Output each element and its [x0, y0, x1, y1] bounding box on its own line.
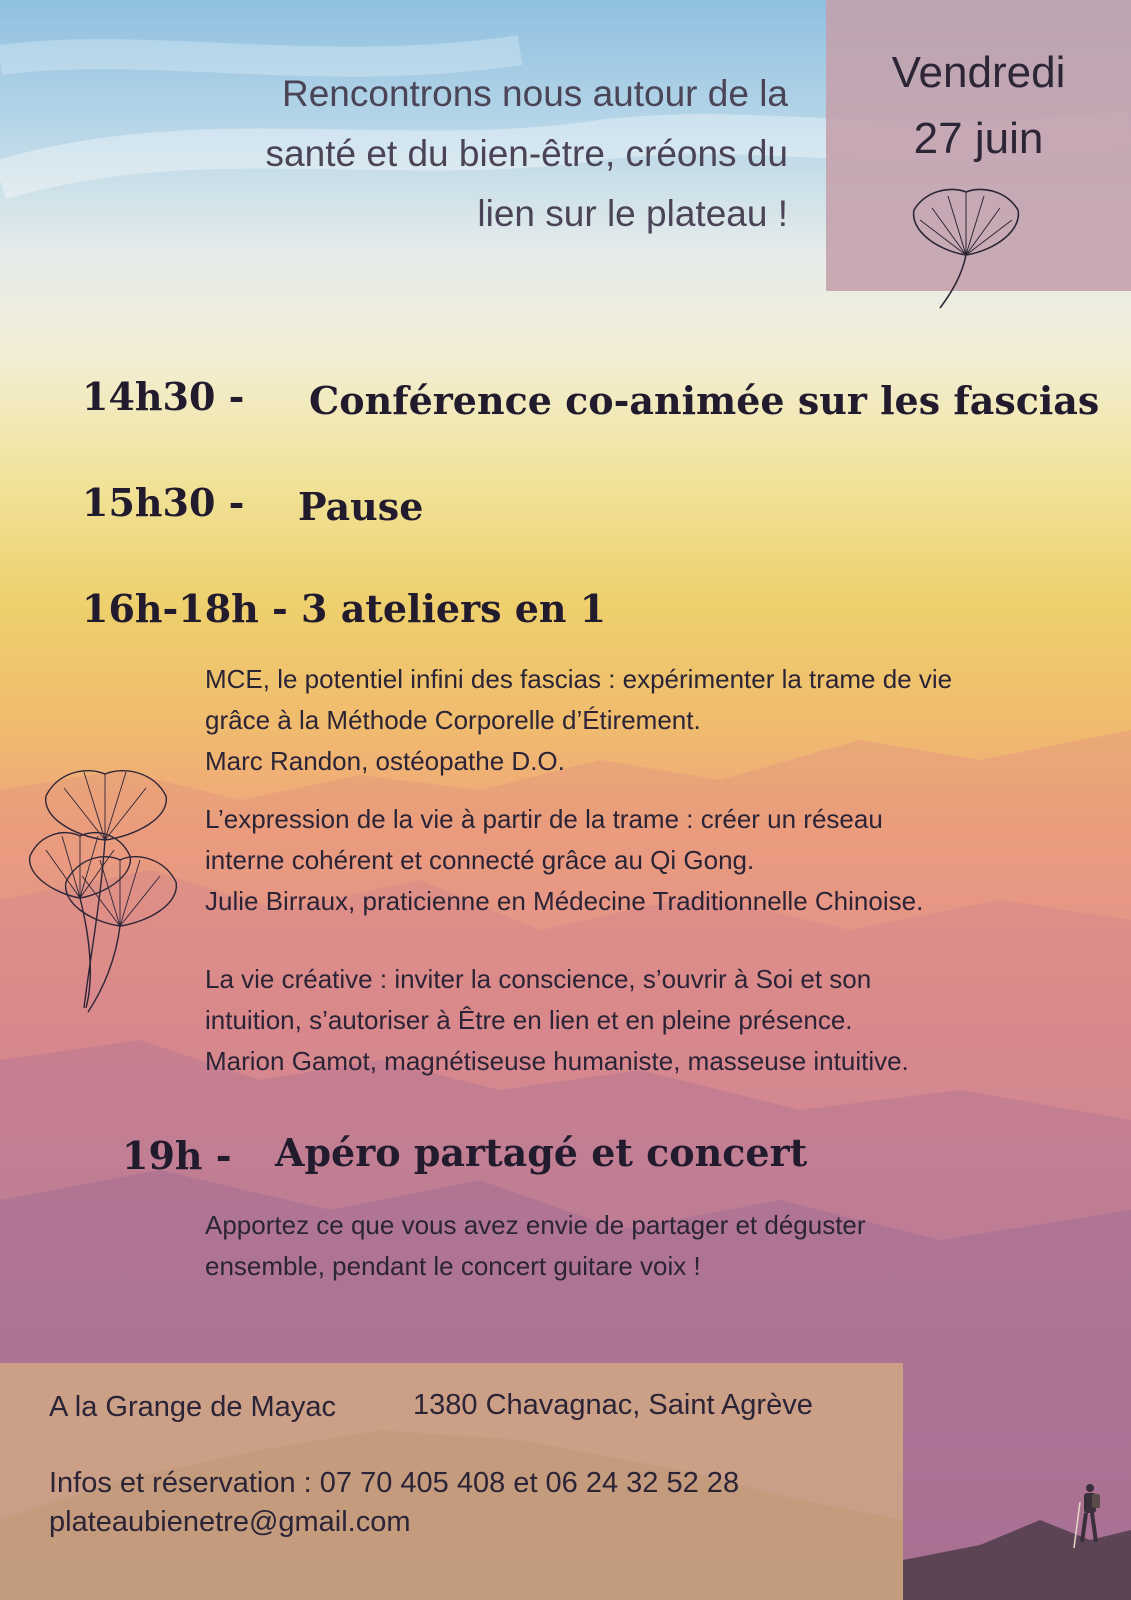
- workshop-line: interne cohérent et connecté grâce au Qi Gong.: [205, 845, 755, 875]
- date-day: Vendredi: [891, 48, 1066, 97]
- schedule-time-ateliers: 16h-18h - 3 ateliers en 1: [82, 586, 607, 631]
- workshop-qigong: [205, 799, 923, 922]
- workshop-line: MCE, le potentiel infini des fascias : expérimenter la trame de vie: [205, 664, 953, 694]
- hiker-silhouette-icon: [1070, 1482, 1106, 1552]
- apero-description: [205, 1205, 866, 1287]
- ginkgo-leaves-icon: [20, 758, 190, 1018]
- venue-name: A la Grange de Mayac: [49, 1391, 336, 1423]
- schedule-time-1430: 14h30 -: [82, 374, 245, 419]
- ginkgo-leaf-icon: [906, 180, 1026, 310]
- schedule-title-conference: Conférence co-animée sur les fascias: [309, 378, 1100, 423]
- workshop-line: intuition, s’autoriser à Être en lien et en pleine présence.: [205, 1005, 853, 1035]
- workshop-line: La vie créative : inviter la conscience, s’ouvrir à Soi et son: [205, 964, 872, 994]
- workshop-mce: [205, 659, 952, 782]
- apero-line: Apportez ce que vous avez envie de partager et déguster: [205, 1210, 866, 1240]
- apero-line: ensemble, pendant le concert guitare voix !: [205, 1251, 701, 1281]
- intro-line: Rencontrons nous autour de la: [281, 73, 788, 114]
- intro-line: lien sur le plateau !: [477, 193, 788, 234]
- workshop-vie-creative: [205, 959, 909, 1082]
- venue-address: 1380 Chavagnac, Saint Agrève: [413, 1389, 813, 1421]
- date-number: 27 juin: [913, 114, 1044, 163]
- schedule-title-pause: Pause: [298, 484, 424, 529]
- footer-info-box: [0, 1363, 903, 1600]
- schedule-time-1530: 15h30 -: [82, 480, 245, 525]
- intro-text: [148, 64, 788, 244]
- workshop-line: Marion Gamot, magnétiseuse humaniste, masseuse intuitive.: [205, 1046, 909, 1076]
- workshop-line: Julie Birraux, praticienne en Médecine Traditionnelle Chinoise.: [205, 886, 924, 916]
- workshop-line: Marc Randon, ostéopathe D.O.: [205, 746, 565, 776]
- reservation-info: Infos et réservation : 07 70 405 408 et 06 24 32 52 28: [49, 1467, 740, 1499]
- schedule-title-apero: Apéro partagé et concert: [275, 1130, 808, 1175]
- workshop-line: grâce à la Méthode Corporelle d’Étirement.: [205, 705, 701, 735]
- intro-line: santé et du bien-être, créons du: [265, 133, 788, 174]
- contact-email[interactable]: plateaubienetre@gmail.com: [49, 1506, 411, 1538]
- schedule-time-19h: 19h -: [122, 1133, 232, 1178]
- workshop-line: L’expression de la vie à partir de la trame : créer un réseau: [205, 804, 883, 834]
